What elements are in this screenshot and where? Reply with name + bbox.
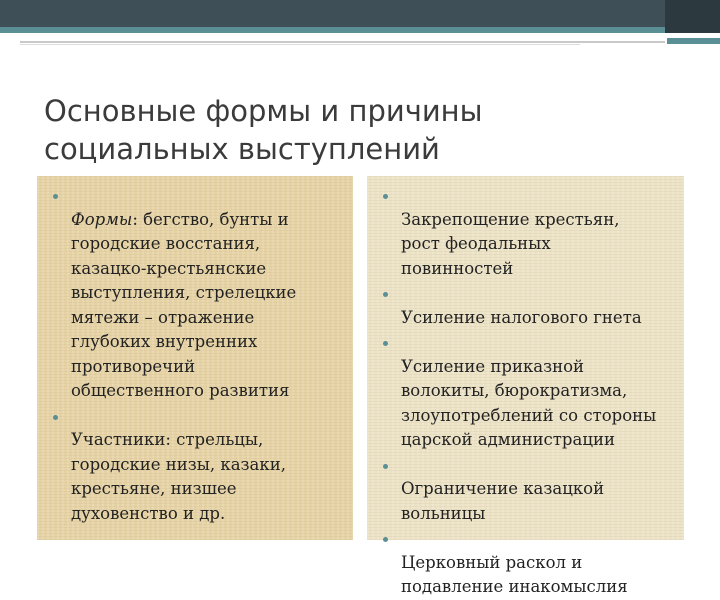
divider-line: [20, 41, 665, 43]
cause-text: Ограничение казацкой вольницы: [401, 479, 605, 523]
cause-text: Закрепощение крестьян, рост феодальных повинностей: [401, 209, 620, 278]
participants-text: Участники: стрельцы, городские низы, казаки, крестьяне, низшее духовенство и др.: [71, 430, 286, 523]
cause-text: Церковный раскол и подавление инакомыслия: [401, 552, 628, 596]
bullet-icon: [383, 194, 388, 199]
bullet-icon: [53, 194, 58, 199]
list-item-forms: [53, 183, 345, 404]
list-item-serfdom: [383, 183, 679, 281]
header-accent-stripe: [0, 27, 720, 33]
bullet-icon: [383, 464, 388, 469]
header-corner-block: [665, 0, 720, 33]
header-accent-tab: [667, 38, 720, 44]
divider-line-secondary: [20, 44, 580, 45]
left-bullet-list: [53, 183, 345, 526]
list-item-bureaucracy: [383, 330, 679, 453]
cause-text: Усиление приказной волокиты, бюрократизма, злоупотреблений со стороны царской администрации: [401, 356, 657, 449]
right-content-panel: [367, 176, 684, 596]
bullet-icon: [53, 415, 58, 420]
header-bar: [0, 0, 720, 27]
list-item-cossacks: [383, 453, 679, 527]
bullet-icon: [383, 341, 388, 346]
term-forms: Формы: [71, 209, 133, 229]
bullet-icon: [383, 292, 388, 297]
list-item-participants: [53, 404, 345, 527]
forms-text: : бегство, бунты и городские восстания, казацко-крестьянские выступления, стрелецкие мятежи – отражение глубоких внутренних противоречий общественного развития: [71, 209, 297, 400]
right-bullet-list: [383, 183, 679, 600]
list-item-schism: [383, 526, 679, 600]
cause-text: Усиление налогового гнета: [401, 307, 642, 327]
list-item-taxes: [383, 281, 679, 330]
slide-title: Основные формы и причины социальных выступлений: [44, 94, 483, 166]
left-content-panel: [37, 176, 353, 540]
